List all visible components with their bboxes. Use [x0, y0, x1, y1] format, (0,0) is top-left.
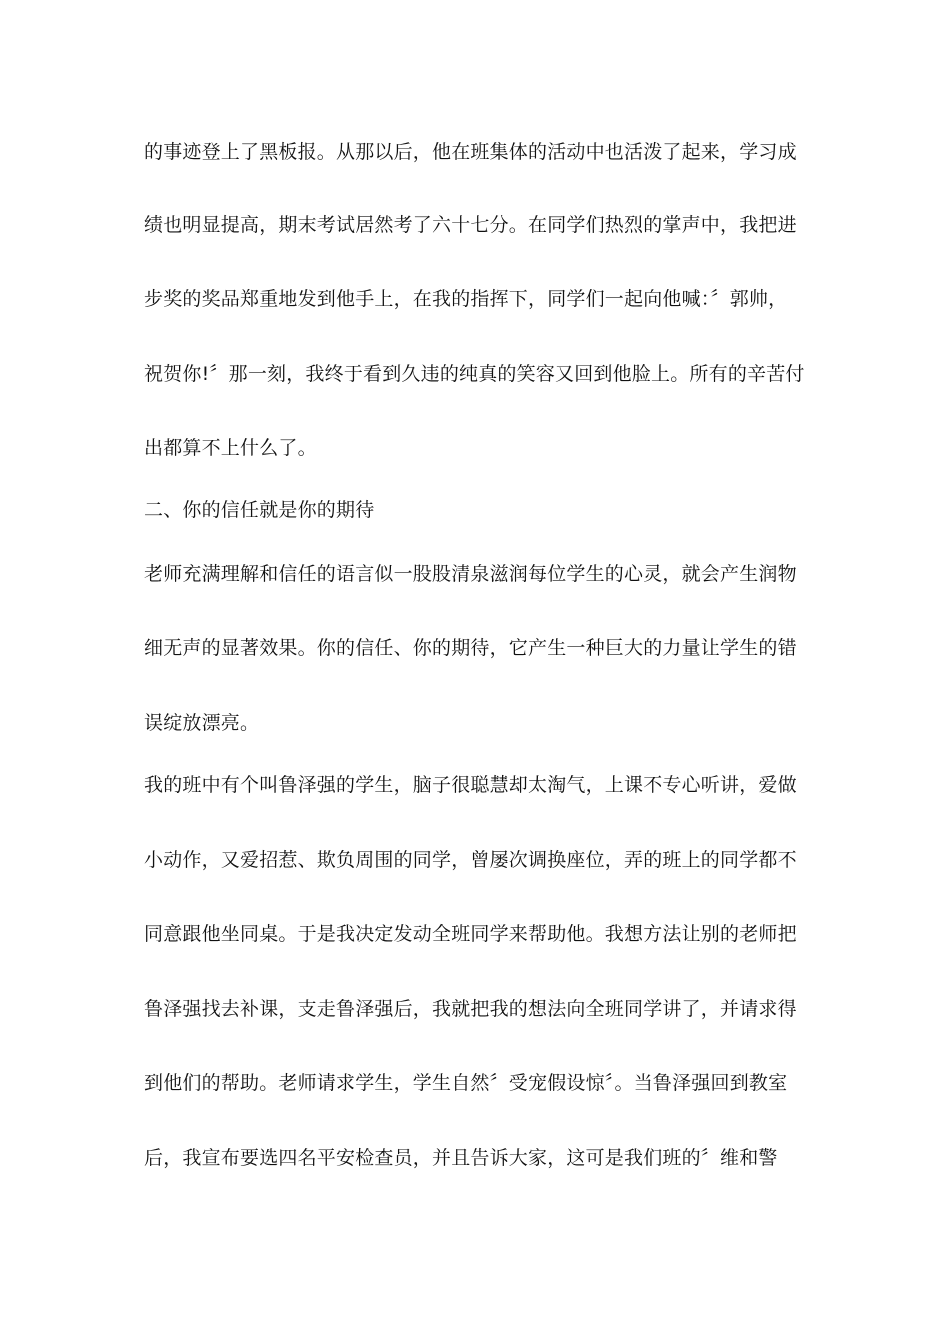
paragraph-line-7: 老师充满理解和信任的语言似一股股清泉滋润每位学生的心灵，就会产生润物	[144, 563, 797, 585]
paragraph-line-5: 出都算不上什么了。	[144, 437, 317, 459]
paragraph-line-9: 误绽放漂亮。	[144, 712, 260, 734]
paragraph-line-3: 步奖的奖品郑重地发到他手上，在我的指挥下，同学们一起向他喊：〞郭帅，	[144, 288, 788, 310]
paragraph-line-11: 小动作，又爱招惹、欺负周围的同学，曾屡次调换座位，弄的班上的同学都不	[144, 849, 797, 871]
paragraph-line-12: 同意跟他坐同桌。于是我决定发动全班同学来帮助他。我想方法让别的老师把	[144, 923, 797, 945]
paragraph-line-15: 后，我宣布要选四名平安检查员，并且告诉大家，这可是我们班的〞维和警	[144, 1147, 778, 1169]
section-heading: 二、你的信任就是你的期待	[144, 499, 375, 521]
paragraph-line-10: 我的班中有个叫鲁泽强的学生，脑子很聪慧却太淘气，上课不专心听讲，爱做	[144, 774, 797, 796]
paragraph-line-2: 绩也明显提高，期末考试居然考了六十七分。在同学们热烈的掌声中，我把进	[144, 214, 797, 236]
paragraph-line-14: 到他们的帮助。老师请求学生，学生自然〞受宠假设惊〞。当鲁泽强回到教室	[144, 1072, 788, 1094]
paragraph-line-8: 细无声的显著效果。你的信任、你的期待，它产生一种巨大的力量让学生的错	[144, 637, 797, 659]
paragraph-line-13: 鲁泽强找去补课，支走鲁泽强后，我就把我的想法向全班同学讲了，并请求得	[144, 998, 797, 1020]
paragraph-line-4: 祝贺你!〞那一刻，我终于看到久违的纯真的笑容又回到他脸上。所有的辛苦付	[144, 363, 805, 385]
paragraph-line-1: 的事迹登上了黑板报。从那以后，他在班集体的活动中也活泼了起来，学习成	[144, 141, 797, 163]
